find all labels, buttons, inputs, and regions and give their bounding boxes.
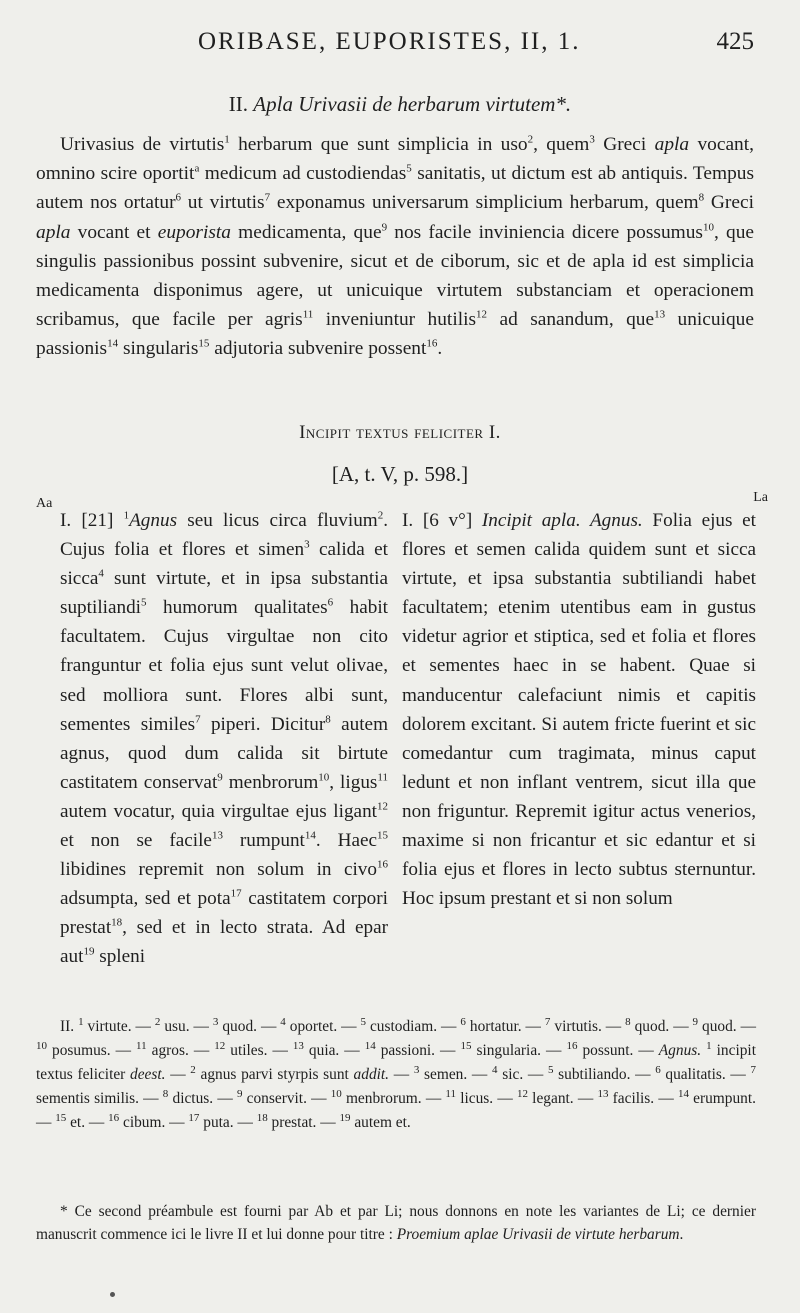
section-number: II. [228,92,249,116]
footnote-ref: 5 [406,162,412,175]
footnote-ref: 2 [527,133,534,146]
ink-speck [110,1292,115,1297]
right-column-text: I. [6 v°] Incipit apla. Agnus. Folia ejus et flores et semen calida quidem sunt et sicca virtute, et ipsa substantia subtiliandi habet facultatem; etenim utentibus eam in gustus videtur agrior et stiptica, sed et folia et flores et sementes haec in se habent. Quae si manducentur calefaciunt nimis et capitis dolorem excitant. Si autem fricte fuerint et sic comedantur cum tragimata, minus caput ledunt et non inflant ventrem, sicut illa que non friguntur. Repremit igitur actus venerios, maxime si non fricantur et sic edantur et si folia ejus et flores in lecto subtus sternuntur. Hoc ipsum prestant et si non solum [402,510,757,910]
page-number: 425 [716,28,754,55]
footnote-ref: 3 [589,133,595,146]
footnotes: II. $^1$ virtute. — $^2$ usu. — $^3$ quod. — $^4$ oportet. — $^5$ custodiam. — $^6$ hortatur. — $^7$ virtutis. — $^8$ quod. — $^9$ quod. — $^{10}$ posumus. — $^{11}$ agros. — $^{12}$ utiles. — $^{13}$ quia. — $^{14}$ passioni. — $^{15}$ singularia. — $^{16}$ possunt. — Agnus. $^1$ incipit textus feliciter deest. — $^2$ agnus parvi styrpis sunt addit. — $^3$ semen. — $^4$ sic. — $^5$ subtiliando. — $^6$ qualitatis. — $^7$ sementis similis. — $^8$ dictus. — $^9$ conservit. — $^{10}$ menbrorum. — $^{11}$ licus. — $^{12}$ legant. — $^{13}$ facilis. — $^{14}$ erumpunt. — $^{15}$ et. — $^{16}$ cibum. — $^{17}$ puta. — $^{18}$ prestat. — $^{19}$ autem et. [36,1015,756,1131]
left-column-text: I. [21] $^1$Agnus seu licus circa fluvium$^2$. Cujus folia et flores et simen$^3$ calida et sicca$^4$ sunt virtute, et in ipsa substantia suptiliandi$^5$ humorum qualitates$^6$ habit facultatem. Cujus virgultae non cito franguntur et folia ejus sunt velut olivae, sed molliora sunt. Flores albi sunt, sementes similes$^7$ piperi. Dicitur$^8$ autem agnus, quod dum calida sit birtute castitatem conservat$^9$ menbrorum$^{10}$, ligus$^{11}$ autem vocatur, quia virgultae ejus ligant$^{12}$ et non se facile$^{13}$ rumpunt$^{14}$. Haec$^{15}$ libidines repremit non solum in civo$^{16}$ adsumpta, sed et pota$^{17}$ castitatem corpori prestat$^{18}$, sed et in lecto strata. Ad epar aut$^{19}$ spleni [60,509,389,968]
footnote-ref: 11 [302,308,314,321]
footnote-ref: 16 [426,337,438,350]
footnote-ref: 6 [175,191,182,204]
footnote-ref: 9 [381,221,388,234]
footnote-ref: 7 [264,191,271,204]
edition-reference: [A, t. V, p. 598.] [331,462,469,486]
siglum-right: La [753,490,768,505]
section-title [0,92,800,117]
footnote-ref: a [194,162,200,175]
footnote-ref: 14 [107,337,119,350]
editor-note: * Ce second préambule est fourni par Ab et par Li; nous donnons en note les variantes de Li; ce dernier manuscrit commence ici le livre II et lui donne pour titre : Proemium aplae Urivasii de virtute herbarum. [36,1203,756,1243]
footnote-ref: 15 [198,337,210,350]
siglum-left: Aa [36,496,53,511]
footnote-ref: 8 [698,191,705,204]
section-title-text: Apla Urivasii de herbarum virtutem*. [253,92,572,116]
running-title: ORIBASE, EUPORISTES, II, 1. [198,28,581,55]
footnote-ref: 13 [654,308,666,321]
incipit-heading: Incipit textus feliciter I. [299,422,501,443]
footnote-ref: 10 [702,221,714,234]
intro-paragraph: Urivasius de virtutis$^1$ herbarum que sunt simplicia in uso$^2$, quem$^3$ Greci apla vocant, omnino scire oportit$^a$ medicum ad custodiendas$^5$ sanitatis, ut dictum est ab antiquis. Tempus autem nos ortatur$^6$ ut virtutis$^7$ exponamus universarum simplicium herbarum, quem$^8$ Greci apla vocant et euporista medicamenta, que$^9$ nos facile inviniencia dicere possumus$^{10}$, que singulis passionibus possint subvenire, sicut et de ciborum, sic et de apla id est simplicia medicamenta disponimus agere, ut unicuique virtutem substanciam et operacionem scribamus, que facile per agris$^{11}$ inveniuntur hutilis$^{12}$ ad sanandum, que$^{13}$ unicuique passionis$^{14}$ singularis$^{15}$ adjutoria subvenire possent$^{16}$. [36,133,754,360]
footnote-ref: 12 [476,308,488,321]
footnote-ref: 1 [224,133,230,146]
page-header [60,28,754,62]
